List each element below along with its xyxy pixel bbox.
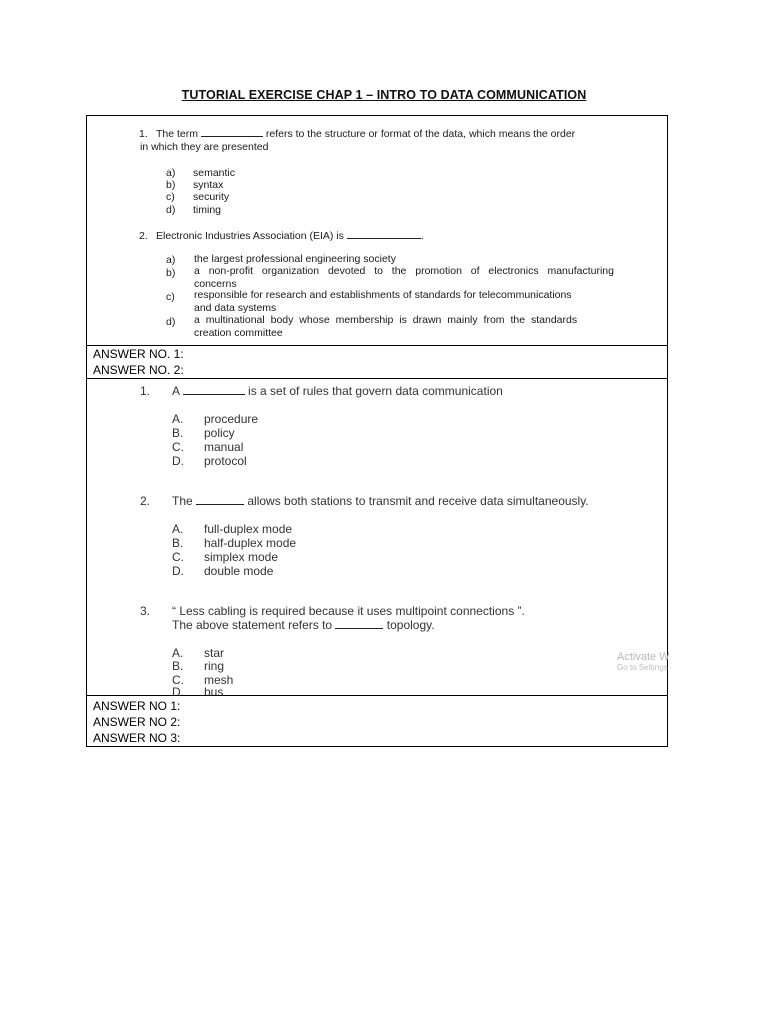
part2-q2-opt-a-text: full-duplex mode	[204, 522, 293, 536]
part2-q3-opt-b-text: ring	[204, 659, 225, 673]
part1-q2-opt-b-letter: b)	[166, 267, 176, 279]
part1-q1-blank	[201, 136, 263, 137]
divider-part2-answers	[86, 695, 668, 696]
part2-q2-blank	[196, 504, 244, 505]
part2-q1-opt-a-text: procedure	[204, 412, 259, 426]
part2-q1-text-end: is a set of rules that govern data communication	[248, 384, 503, 398]
part1-q1-opt-d-letter: d)	[166, 204, 176, 216]
part1-q1-opt-d-text: timing	[193, 204, 222, 216]
part1-q1-opt-c-text: security	[193, 191, 230, 203]
part2-q3-opt-c-text: mesh	[204, 673, 234, 687]
part2-q3-line1: “ Less cabling is required because it uses multipoint connections ”.	[172, 604, 525, 618]
activate-windows-watermark	[617, 651, 670, 672]
part1-q1-text	[156, 128, 575, 141]
part1-q1-text-start: The term	[156, 128, 199, 140]
watermark-line1: Activate W	[617, 651, 670, 663]
part2-q3-text-start: The above statement refers to	[172, 618, 333, 632]
part1-q2-opt-d-letter: d)	[166, 316, 176, 328]
part1-q1-opt-b-text: syntax	[193, 179, 224, 191]
part2-q2-number: 2.	[140, 494, 151, 508]
part1-q1-opt-a-letter: a)	[166, 167, 176, 179]
part1-q2-opt-d-line2: creation committee	[194, 327, 283, 339]
part1-q2-text-end: .	[420, 230, 424, 242]
part1-q2-opt-c-line2: and data systems	[194, 302, 277, 314]
part2-answer-2: ANSWER NO 2:	[93, 715, 181, 729]
part1-q2-text-start: Electronic Industries Association (EIA) is	[156, 230, 344, 242]
part2-q2-opt-b-text: half-duplex mode	[204, 536, 297, 550]
part1-q2-opt-c-line1: responsible for research and establishments of standards for telecommunications	[194, 289, 572, 301]
part2-q3-opt-c-letter: C.	[172, 673, 184, 687]
part2-q3-blank	[335, 628, 383, 629]
part1-q1-text-end: refers to the structure or format of the data, which means the order	[265, 128, 576, 140]
part2-answer-1: ANSWER NO 1:	[93, 699, 181, 713]
part2-q2-text-end: allows both stations to transmit and receive data simultaneously.	[247, 494, 589, 508]
part1-q2-opt-d-line1: a multinational body whose membership is drawn mainly from the standards	[194, 314, 578, 326]
part2-q3-opt-a-letter: A.	[172, 646, 184, 660]
part2-q2-opt-d-text: double mode	[204, 564, 274, 578]
part2-q1-blank	[183, 394, 245, 395]
part2-q2-text	[172, 494, 589, 508]
part1-q1-opt-b-letter: b)	[166, 179, 176, 191]
part1-q2-number: 2.	[139, 230, 148, 242]
part2-q1-text-start: A	[172, 384, 180, 398]
part2-q1-opt-c-letter: C.	[172, 440, 184, 454]
part2-q1-opt-c-text: manual	[204, 440, 244, 454]
document-title: TUTORIAL EXERCISE CHAP 1 – INTRO TO DATA COMMUNICATION	[181, 88, 587, 102]
part2-q1-text	[172, 384, 503, 398]
part2-q3-opt-d-letter: D.	[172, 685, 184, 695]
part1-q2-blank	[347, 238, 421, 239]
part1-q1-opt-a-text: semantic	[193, 167, 236, 179]
watermark-line2: Go to Settings	[617, 663, 668, 672]
part1-q1-opt-c-letter: c)	[166, 191, 175, 203]
part2-q2-opt-d-letter: D.	[172, 564, 184, 578]
part2-q3-number: 3.	[140, 604, 151, 618]
part1-q2-opt-c-letter: c)	[166, 291, 175, 303]
part1-q2-opt-a-letter: a)	[166, 254, 176, 266]
part1-answer-1: ANSWER NO. 1:	[93, 347, 184, 361]
part2-q3-opt-b-letter: B.	[172, 659, 184, 673]
part2-q3-opt-d-text: bus	[204, 685, 224, 695]
part2-q1-number: 1.	[140, 384, 151, 398]
part1-q2-text	[156, 230, 424, 243]
part2-q1-opt-b-letter: B.	[172, 426, 184, 440]
part2-q2-opt-c-text: simplex mode	[204, 550, 279, 564]
part2-q1-opt-d-text: protocol	[204, 454, 247, 468]
part2-answer-3: ANSWER NO 3:	[93, 731, 181, 745]
part1-q2-opt-b-line2: concerns	[194, 278, 237, 290]
part2-q2-text-start: The	[172, 494, 193, 508]
part2-q2-opt-b-letter: B.	[172, 536, 184, 550]
part1-answer-2: ANSWER NO. 2:	[93, 363, 184, 377]
part2-q3-line2	[172, 618, 435, 632]
part1-q1-number: 1.	[139, 128, 148, 140]
part1-q2-opt-b-line1: a non-profit organization devoted to the promotion of electronics manufacturing	[194, 265, 614, 277]
part1-q2-opt-a-text: the largest professional engineering society	[194, 253, 396, 265]
divider-part2-start	[86, 378, 668, 379]
part2-q1-opt-d-letter: D.	[172, 454, 184, 468]
exercise-table	[86, 115, 668, 747]
part2-q2-opt-c-letter: C.	[172, 550, 184, 564]
part2-q3-opt-a-text: star	[204, 646, 225, 660]
part2-q1-opt-b-text: policy	[204, 426, 235, 440]
part2-q3-text-end: topology.	[386, 618, 435, 632]
part1-q1-text-cont: in which they are presented	[140, 141, 269, 153]
part2-q1-opt-a-letter: A.	[172, 412, 184, 426]
part2-q2-opt-a-letter: A.	[172, 522, 184, 536]
